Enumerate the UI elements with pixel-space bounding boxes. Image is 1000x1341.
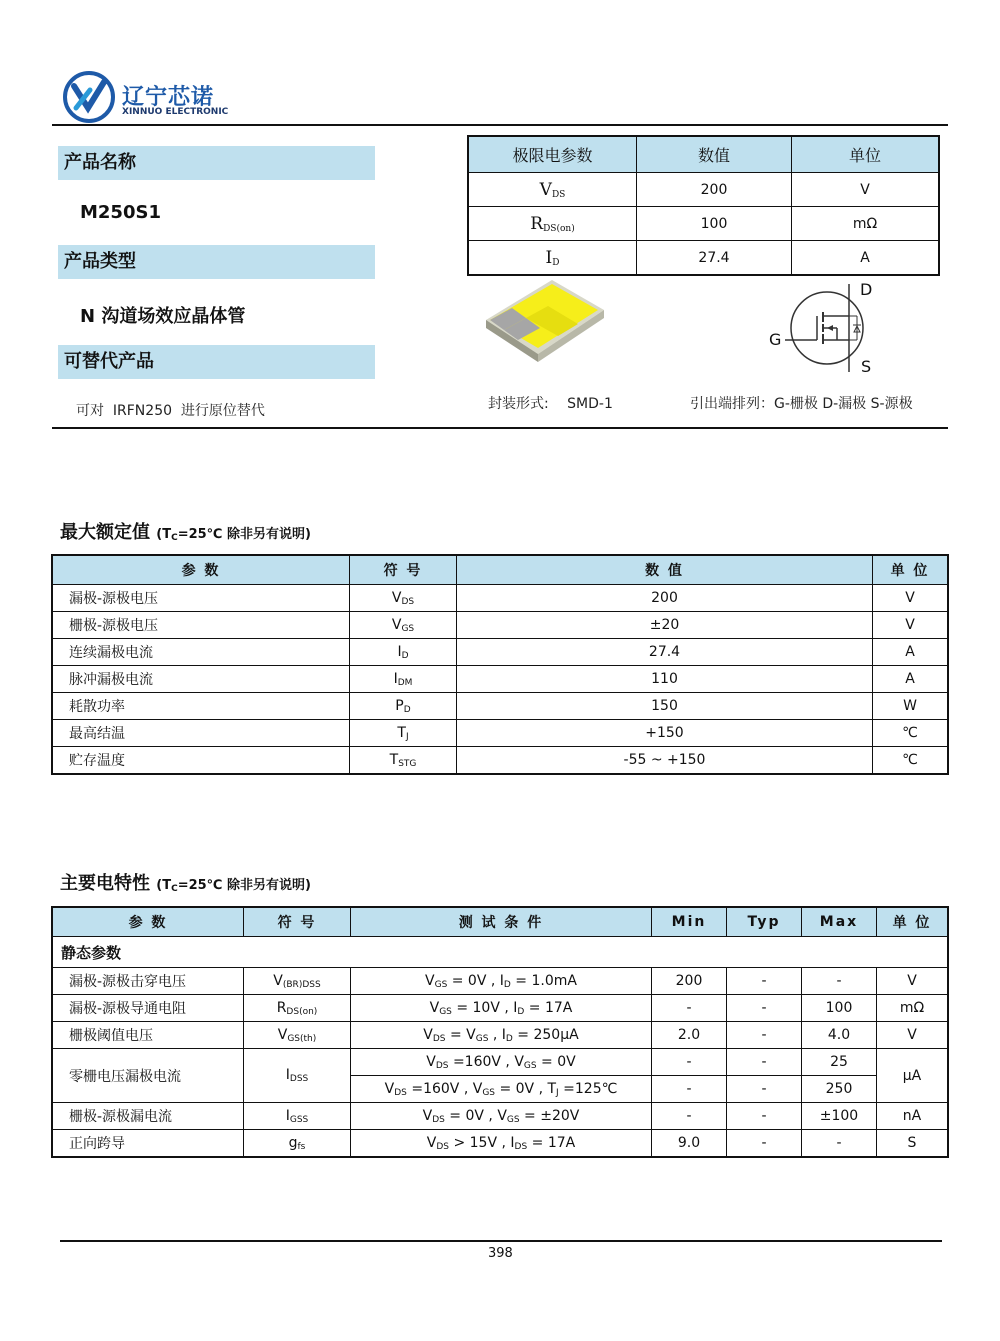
table-cell: A bbox=[873, 639, 949, 666]
limit-header-unit: 单位 bbox=[792, 136, 940, 173]
table-cell: 200 bbox=[457, 585, 873, 612]
table-cell: 漏极-源极击穿电压 bbox=[52, 968, 244, 995]
ratings-header-param: 参 数 bbox=[52, 555, 350, 585]
table-cell: - bbox=[802, 968, 877, 995]
table-cell: 耗散功率 bbox=[52, 693, 350, 720]
table-cell: ℃ bbox=[873, 747, 949, 775]
table-cell: 2.0 bbox=[652, 1022, 727, 1049]
table-cell: - bbox=[727, 1049, 802, 1076]
pin-arrangement: 引出端排列：G-栅极 D-漏极 S-源极 bbox=[690, 396, 913, 412]
footer-rule bbox=[60, 1240, 942, 1242]
table-cell: A bbox=[873, 666, 949, 693]
table-cell: - bbox=[727, 995, 802, 1022]
table-cell: V bbox=[877, 968, 949, 995]
product-type: N 沟道场效应晶体管 bbox=[80, 306, 246, 327]
pin-s-label: S bbox=[861, 357, 872, 376]
header-rule bbox=[52, 124, 948, 126]
table-cell: 栅极阈值电压 bbox=[52, 1022, 244, 1049]
table-cell: 27.4 bbox=[457, 639, 873, 666]
electrical-table bbox=[51, 906, 949, 1158]
test-condition: $V_{DS} = V_{GS}$ , $I_D = 250\mu A$ bbox=[351, 1022, 652, 1049]
package-type bbox=[488, 393, 613, 413]
company-name-en: XINNUO ELECTRONIC bbox=[122, 107, 229, 117]
table-cell: nA bbox=[877, 1103, 949, 1130]
company-name-cn: 辽宁芯诺 bbox=[122, 85, 215, 110]
table-row bbox=[52, 968, 948, 995]
test-condition: $V_{GS} = 10V$ , $I_D = 17A$ bbox=[351, 995, 652, 1022]
table-cell: 4.0 bbox=[802, 1022, 877, 1049]
table-cell: - bbox=[727, 968, 802, 995]
table-cell: 栅极-源极漏电流 bbox=[52, 1103, 244, 1130]
table-cell: mΩ bbox=[877, 995, 949, 1022]
table-row bbox=[468, 241, 939, 276]
table-row bbox=[52, 995, 948, 1022]
table-cell: V bbox=[877, 1022, 949, 1049]
table-cell: $I_{DSS}$ bbox=[244, 1049, 351, 1103]
table-cell: V bbox=[873, 585, 949, 612]
elec-header-param: 参 数 bbox=[52, 907, 244, 937]
table-row bbox=[52, 720, 948, 747]
table-cell: - bbox=[727, 1103, 802, 1130]
limit-value: 200 bbox=[637, 173, 792, 207]
table-cell: 150 bbox=[457, 693, 873, 720]
static-params-row bbox=[52, 937, 948, 968]
info-rule bbox=[52, 427, 948, 429]
table-cell: 漏极-源极导通电阻 bbox=[52, 995, 244, 1022]
table-row bbox=[52, 639, 948, 666]
table-cell: ±20 bbox=[457, 612, 873, 639]
page-number: 398 bbox=[488, 1246, 513, 1261]
table-row bbox=[52, 1130, 948, 1158]
table-cell: 栅极-源极电压 bbox=[52, 612, 350, 639]
limit-value: 100 bbox=[637, 207, 792, 241]
table-cell: 正向跨导 bbox=[52, 1130, 244, 1158]
table-cell: - bbox=[652, 1103, 727, 1130]
table-cell: - bbox=[652, 995, 727, 1022]
pin-g-label: G bbox=[769, 330, 782, 349]
limit-value: 27.4 bbox=[637, 241, 792, 276]
table-row bbox=[52, 1049, 948, 1076]
replacement-label: 可替代产品 bbox=[58, 345, 375, 379]
table-cell: $I_{DM}$ bbox=[350, 666, 457, 693]
smd1-package-image bbox=[482, 276, 608, 362]
elec-header-unit: 单 位 bbox=[877, 907, 949, 937]
package-value: SMD-1 bbox=[567, 396, 613, 412]
product-type-label: 产品类型 bbox=[58, 245, 375, 279]
table-cell: $V_{GS(th)}$ bbox=[244, 1022, 351, 1049]
product-name-label: 产品名称 bbox=[58, 146, 375, 180]
elec-header-typ: Typ bbox=[727, 907, 802, 937]
table-cell: 静态参数 bbox=[52, 937, 948, 968]
electrical-title: 主要电特性 ($T_C=25℃$ 除非另有说明) bbox=[60, 873, 311, 894]
table-cell: 9.0 bbox=[652, 1130, 727, 1158]
limit-unit: A bbox=[792, 241, 940, 276]
elec-header-min: Min bbox=[652, 907, 727, 937]
table-cell: V bbox=[873, 612, 949, 639]
table-cell: 25 bbox=[802, 1049, 877, 1076]
ratings-header-symbol: 符 号 bbox=[350, 555, 457, 585]
table-row bbox=[52, 612, 948, 639]
table-row bbox=[52, 747, 948, 775]
test-condition: $V_{DS} =160V$ , $V_{GS} = 0V$ bbox=[351, 1049, 652, 1076]
table-cell: $g_{fs}$ bbox=[244, 1130, 351, 1158]
table-cell: -55 ~ +150 bbox=[457, 747, 873, 775]
test-condition: $V_{DS} =160V$ , $V_{GS} = 0V$ , $T_J$ =125℃ bbox=[351, 1076, 652, 1103]
test-condition: $V_{DS} = 0V$ , $V_{GS} = \pm 20V$ bbox=[351, 1103, 652, 1130]
limit-unit: mΩ bbox=[792, 207, 940, 241]
table-cell: W bbox=[873, 693, 949, 720]
table-row bbox=[52, 1103, 948, 1130]
table-cell: 脉冲漏极电流 bbox=[52, 666, 350, 693]
pin-d-label: D bbox=[860, 280, 873, 299]
table-cell: - bbox=[652, 1049, 727, 1076]
table-cell: 零栅电压漏极电流 bbox=[52, 1049, 244, 1103]
table-cell: +150 bbox=[457, 720, 873, 747]
table-cell: $I_D$ bbox=[350, 639, 457, 666]
limit-header-value: 数值 bbox=[637, 136, 792, 173]
table-cell: 最高结温 bbox=[52, 720, 350, 747]
table-cell: 200 bbox=[652, 968, 727, 995]
replacement-text: 可对 IRFN250 进行原位替代 bbox=[76, 403, 265, 419]
table-cell: μA bbox=[877, 1049, 949, 1103]
package-label: 封装形式: bbox=[488, 396, 549, 412]
elec-header-symbol: 符 号 bbox=[244, 907, 351, 937]
elec-header-max: Max bbox=[802, 907, 877, 937]
limit-params-table bbox=[467, 135, 940, 276]
table-cell: ±100 bbox=[802, 1103, 877, 1130]
table-cell: 贮存温度 bbox=[52, 747, 350, 775]
table-cell: 连续漏极电流 bbox=[52, 639, 350, 666]
table-row bbox=[52, 666, 948, 693]
max-ratings-table bbox=[51, 554, 949, 775]
table-cell: $R_{DS(on)}$ bbox=[244, 995, 351, 1022]
table-row bbox=[468, 207, 939, 241]
table-cell: - bbox=[727, 1076, 802, 1103]
limit-header-param: 极限电参数 bbox=[468, 136, 637, 173]
table-cell: - bbox=[727, 1130, 802, 1158]
elec-header-condition: 测 试 条 件 bbox=[351, 907, 652, 937]
table-cell: $T_{STG}$ bbox=[350, 747, 457, 775]
ratings-header-value: 数 值 bbox=[457, 555, 873, 585]
table-row bbox=[52, 1022, 948, 1049]
table-row bbox=[52, 585, 948, 612]
table-cell: $T_J$ bbox=[350, 720, 457, 747]
table-cell: - bbox=[802, 1130, 877, 1158]
table-cell: 110 bbox=[457, 666, 873, 693]
test-condition: $V_{GS} = 0V$ , $I_D = 1.0mA$ bbox=[351, 968, 652, 995]
table-row bbox=[468, 173, 939, 207]
table-cell: $I_{GSS}$ bbox=[244, 1103, 351, 1130]
table-cell: 100 bbox=[802, 995, 877, 1022]
table-cell: $V_{GS}$ bbox=[350, 612, 457, 639]
ratings-title: 最大额定值 ($T_C=25℃$ 除非另有说明) bbox=[60, 522, 311, 543]
limit-unit: V bbox=[792, 173, 940, 207]
table-cell: $P_D$ bbox=[350, 693, 457, 720]
table-cell: - bbox=[652, 1076, 727, 1103]
ratings-header-unit: 单 位 bbox=[873, 555, 949, 585]
table-row bbox=[52, 693, 948, 720]
xinnuo-logo-icon bbox=[62, 70, 116, 124]
table-cell: 漏极-源极电压 bbox=[52, 585, 350, 612]
table-cell: S bbox=[877, 1130, 949, 1158]
table-cell: ℃ bbox=[873, 720, 949, 747]
table-cell: - bbox=[727, 1022, 802, 1049]
table-cell: $V_{(BR)DSS}$ bbox=[244, 968, 351, 995]
limit-symbol: $R_{DS(on)}$ bbox=[468, 207, 637, 241]
limit-symbol: $V_{DS}$ bbox=[468, 173, 637, 207]
test-condition: $V_{DS} > 15V$ , $I_{DS} = 17A$ bbox=[351, 1130, 652, 1158]
table-cell: 250 bbox=[802, 1076, 877, 1103]
limit-symbol: $I_D$ bbox=[468, 241, 637, 276]
table-cell: $V_{DS}$ bbox=[350, 585, 457, 612]
product-name: M250S1 bbox=[80, 202, 161, 223]
